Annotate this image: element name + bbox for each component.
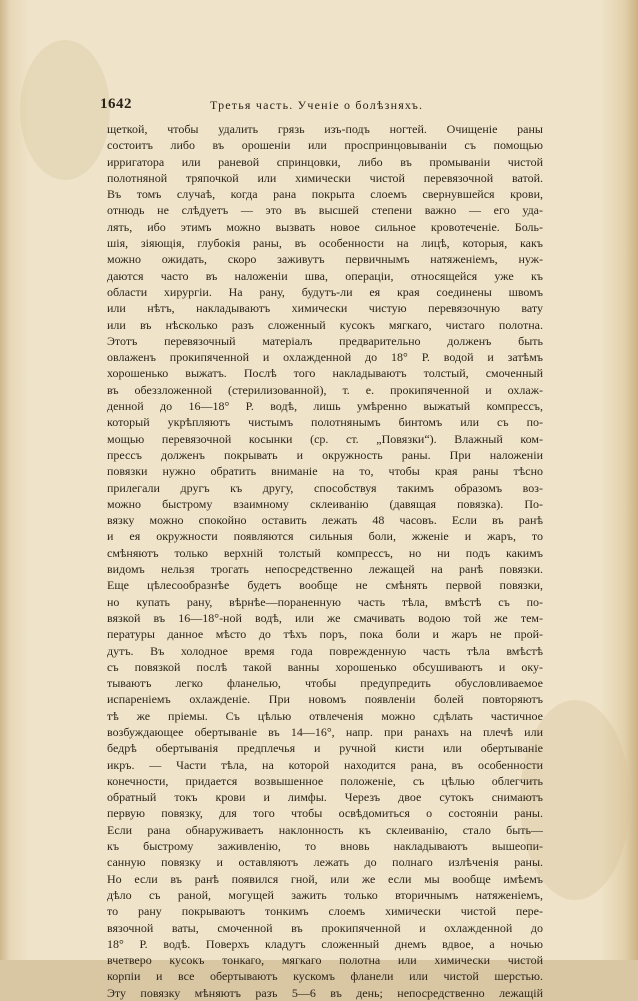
text-line: бедрѣ обертыванія предплечья и ручной кисти или обертываніе [107, 741, 543, 756]
text-line: Еще цѣлесообразнѣе будетъ вообще не смѣнять первой повязки, [107, 578, 543, 593]
text-line: даются часто въ наложеніи шва, операціи, относящейся уже къ [107, 268, 543, 283]
text-line: который укрѣпляютъ чистымъ полотнянымъ бинтомъ или съ по- [107, 415, 543, 430]
text-line: повязки нужно обратить вниманіе на то, чтобы края раны тѣсно [107, 464, 543, 479]
text-line: можно ожидать, скоро заживутъ первичнымъ натяженіемъ, нуж- [107, 252, 543, 267]
text-line: или нѣтъ, накладываютъ химически чистую перевязочную вату [107, 301, 543, 316]
paper-stain [20, 40, 110, 180]
text-line: состоитъ либо въ орошеніи или проспринцовываніи съ помощью [107, 138, 543, 153]
text-line: къ быстрому заживленію, то вновь накладываютъ вышеопи- [107, 839, 543, 854]
text-line: вязкой въ 16—18°-ной водѣ, или же смачивать водою той же тем- [107, 610, 543, 625]
text-line: Этотъ перевязочный матеріалъ предварительно долженъ быть [107, 333, 543, 348]
page-header [100, 96, 538, 112]
text-line: тываютъ легко фланелью, чтобы предупредить обусловливаемое [107, 676, 543, 691]
text-line: прилегали другъ къ другу, способствуя такимъ образомъ воз- [107, 480, 543, 495]
text-line: тѣ же пріемы. Съ цѣлью отвлеченія можно сдѣлать частичное [107, 708, 543, 723]
text-line: 18° Р. водѣ. Поверхъ кладутъ сложенный днемъ вдвое, а ночью [107, 936, 543, 951]
text-line: дѣло съ раной, могущей зажить только вторичнымъ натяженіемъ, [107, 887, 543, 902]
running-title: Третья часть. Ученіе о болѣзняхъ. [210, 98, 424, 112]
text-line: овлаженъ прокипяченной и охлажденной до 18° Р. водой и затѣмъ [107, 350, 543, 365]
text-line: отнюдь не слѣдуетъ — это въ высшей степени важно — его уда- [107, 203, 543, 218]
text-line: вчетверо кусокъ тонкаго, мягкаго полотна или химически чистой [107, 953, 543, 968]
text-line: возбуждающее обертываніе въ 14—16°, напр. при ранахъ на плечѣ или [107, 724, 543, 739]
text-line: въ обеззложенной (стерилизованной), т. е. прокипяченной и охлаж- [107, 382, 543, 397]
text-line: но купать рану, вѣрнѣе—пораненную часть тѣла, вмѣстѣ съ по- [107, 594, 543, 609]
body-text [107, 121, 543, 1001]
text-line: вязку можно спокойно оставить лежать 48 часовъ. Если въ ранѣ [107, 513, 543, 528]
text-line: или въ нѣсколько разъ сложенный кусокъ мягкаго, чистаго полотна. [107, 317, 543, 332]
text-line: смѣняютъ только верхній толстый компрессъ, но ни подъ какимъ [107, 545, 543, 560]
text-line: конечности, придается возвышенное положеніе, съ цѣлью облегчить [107, 773, 543, 788]
text-line: лять, ибо этимъ можно вызвать новое сильное кровотеченіе. Боль- [107, 219, 543, 234]
text-line: дутъ. Въ холодное время года поврежденную часть тѣла вмѣстѣ [107, 643, 543, 658]
text-line: корпіи и все обертываютъ кускомъ фланели или чистой шерстью. [107, 969, 543, 984]
text-line: то рану покрываютъ тонкимъ слоемъ химически чистой пере- [107, 904, 543, 919]
text-line: пературы данное мѣсто до тѣхъ поръ, пока боли и жаръ не прой- [107, 627, 543, 642]
text-line: санную повязку и оставляютъ лежать до полнаго излѣченія раны. [107, 855, 543, 870]
page-number: 1642 [100, 96, 132, 112]
text-line: Если рана обнаруживаетъ наклонность къ склеиванію, стало быть— [107, 822, 543, 837]
text-line: можно быстрому взаимному склеиванію (давящая повязка). По- [107, 496, 543, 511]
text-line: видомъ нельзя трогать непосредственно лежащей на ранѣ повязки. [107, 562, 543, 577]
text-line: денной до 16—18° Р. водѣ, лишь умѣренно выжатый компрессъ, [107, 399, 543, 414]
text-line: хорошенько выжатъ. Послѣ того накладываютъ толстый, смоченный [107, 366, 543, 381]
text-line: Но если въ ранѣ появился гной, или же если мы вообще имѣемъ [107, 871, 543, 886]
text-line: прессъ долженъ покрывать и окружность раны. При наложеніи [107, 447, 543, 462]
text-line: Въ томъ случаѣ, когда рана покрыта слоемъ свернувшейся крови, [107, 187, 543, 202]
text-line: Эту повязку мѣняютъ разъ 5—6 въ день; непосредственно лежащій [107, 985, 543, 1000]
text-line: испареніемъ охлажденіе. При новомъ появленіи болей повторяютъ [107, 692, 543, 707]
text-line: ирригатора или раневой спринцовки, либо въ промываніи чистой [107, 154, 543, 169]
text-line: вязочной ваты, смоченной въ прокипяченной и охлажденной до [107, 920, 543, 935]
text-line: щеткой, чтобы удалить грязь изъ-подъ ногтей. Очищеніе раны [107, 122, 543, 136]
text-line: икръ. — Части тѣла, на которой находится рана, въ особенности [107, 757, 543, 772]
text-line: шія, зіяющія, глубокія раны, въ особенности на лицѣ, которыя, какъ [107, 236, 543, 251]
text-line: мощью перевязочной косынки (ср. ст. „Повязки“). Влажный ком- [107, 431, 543, 446]
text-line: съ повязкой послѣ такой ванны хорошенько обсушиваютъ и оку- [107, 659, 543, 674]
text-line: и ея окружности появляются сильныя боли, жженіе и жаръ, то [107, 529, 543, 544]
text-line: обратный токъ крови и лимфы. Черезъ двое сутокъ снимаютъ [107, 790, 543, 805]
text-line: первую повязку, для того чтобы освѣдомиться о состояніи раны. [107, 806, 543, 821]
text-line: области хирургіи. На рану, будутъ-ли ея края соединены швомъ [107, 284, 543, 299]
text-line: полотняной тряпочкой или химически чистой перевязочной ватой. [107, 170, 543, 185]
